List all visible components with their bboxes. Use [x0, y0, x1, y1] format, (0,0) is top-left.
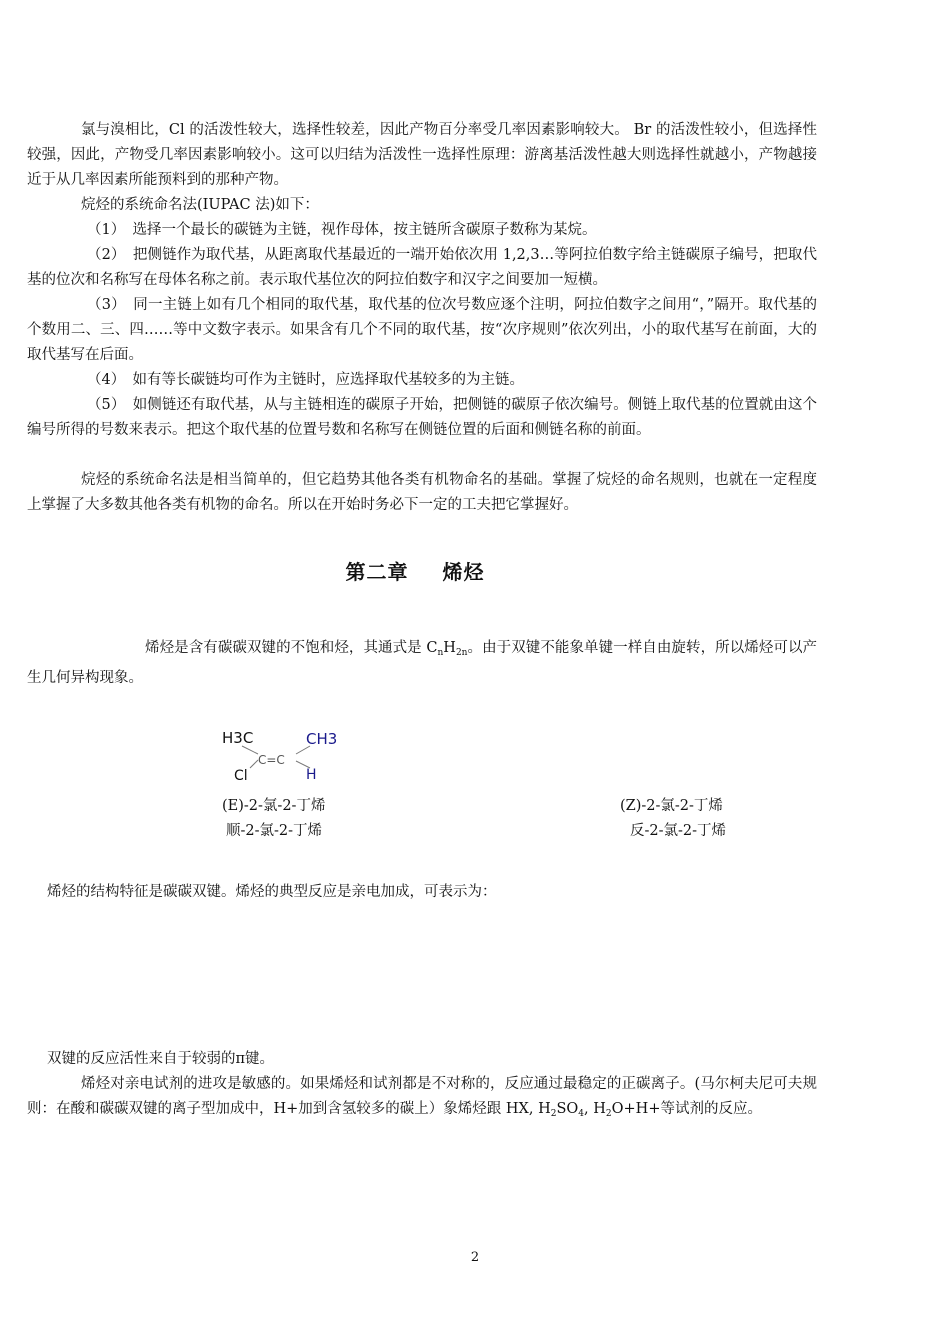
isomer-z-name: (Z)-2-氯-2-丁烯: [620, 798, 723, 814]
paragraph-alkene-definition: [27, 636, 817, 691]
paragraph-pi-bond: 双键的反应活性来自于较弱的π键。: [47, 1051, 275, 1067]
naming-rule-3: （3） 同一主链上如有几个相同的取代基，取代基的位次号数应逐个注明，阿拉伯数字之间用“，”隔开。取代基的个数用二、三、四……等中文数字表示。如果含有几个不同的取代基，按“次序规则”依次列出，小的取代基写在前面，大的取代基写在后面。: [27, 297, 817, 363]
bond-methyl-right: [296, 746, 310, 754]
chapter-number: 第二章: [345, 560, 409, 584]
bond-methyl-left: [242, 746, 258, 754]
naming-rule-4: （4） 如有等长碳链均可作为主链时，应选择取代基较多的为主链。: [87, 372, 524, 388]
h2o-sub-2: 2: [605, 1109, 612, 1119]
naming-rule-2: （2） 把侧链作为取代基，从距离取代基最近的一端开始依次用 1,2,3…等阿拉伯数字给主链碳原子编号，把取代基的位次和名称写在母体名称之前。表示取代基位次的阿拉伯数字和汉字之间要加一短横。: [27, 247, 817, 288]
naming-rule-1: （1） 选择一个最长的碳链为主链，视作母体，按主链所含碳原子数称为某烷。: [87, 222, 597, 238]
bond-h: [296, 761, 310, 768]
molecule-h3c-label: H3C: [222, 729, 254, 747]
alkene-intro-before: 烯烃是含有碳碳双键的不饱和烃，其通式是: [145, 640, 427, 656]
paragraph-markovnikov: [27, 1072, 817, 1127]
formula-h: H: [443, 640, 456, 656]
formula-2n: 2n: [455, 648, 468, 658]
formula-n: n: [437, 648, 444, 658]
chapter-heading: [0, 556, 830, 585]
chloro-butene-structure: [218, 724, 348, 788]
paragraph-halogen-selectivity: 氯与溴相比，Cl 的活泼性较大，选择性较差，因此产物百分率受几率因素影响较大。 Br 的活泼性较小，但选择性较强，因此，产物受几率因素影响较小。这可以归结为活泼性一选择性原理：游离基活泼性越大则选择性就越小，产物越接近于从几率因素所能预料到的那种产物。: [27, 122, 817, 188]
molecule-cl-label: Cl: [234, 768, 248, 784]
isomer-e-name: (E)-2-氯-2-丁烯: [222, 798, 326, 814]
paragraph-naming-summary: 烷烃的系统命名法是相当简单的，但它趋势其他各类有机物命名的基础。掌握了烷烃的命名规则，也就在一定程度上掌握了大多数其他各类有机物的命名。所以在开始时务必下一定的工夫把它掌握好。: [27, 472, 817, 513]
molecule-ch3-label: CH3: [306, 730, 338, 748]
chapter-title: 烯烃: [442, 560, 485, 584]
h2so4-so: SO: [556, 1101, 579, 1117]
h2so4-sub-2: 2: [550, 1109, 557, 1119]
h2o-h: , H: [584, 1101, 606, 1117]
page-number: 2: [470, 1250, 480, 1265]
h2so4-sub-4: 4: [578, 1109, 585, 1119]
markovnikov-text: 烯烃对亲电试剂的进攻是敏感的。如果烯烃和试剂都是不对称的，反应通过最稳定的正碳离子。(马尔柯夫尼可夫规则：在酸和碳碳双键的离子型加成中，H+加到含氢较多的碳上）象烯烃跟 HX, H: [27, 1076, 817, 1117]
alkene-intro-after: 。由于双键不能象单键一样自由旋转，所以烯烃可以产生几何异构现象。: [27, 640, 818, 686]
molecule-h-label: H: [306, 767, 317, 783]
paragraph-iupac-intro: 烷烃的系统命名法(IUPAC 法)如下：: [81, 197, 319, 213]
formula-c: C: [426, 640, 438, 656]
isomer-cis-name: 顺-2-氯-2-丁烯: [226, 823, 323, 839]
naming-rule-5: （5） 如侧链还有取代基，从与主链相连的碳原子开始，把侧链的碳原子依次编号。侧链上取代基的位置就由这个编号所得的号数来表示。把这个取代基的位置号数和名称写在侧链位置的后面和侧链名称的前面。: [27, 397, 817, 438]
bond-cl: [250, 760, 258, 768]
paragraph-structure-feature: 烯烃的结构特征是碳碳双键。烯烃的典型反应是亲电加成，可表示为：: [47, 884, 497, 900]
molecule-double-bond-label: C=C: [258, 753, 285, 767]
markovnikov-end: O+H+等试剂的反应。: [611, 1101, 762, 1117]
isomer-trans-name: 反-2-氯-2-丁烯: [630, 823, 727, 839]
